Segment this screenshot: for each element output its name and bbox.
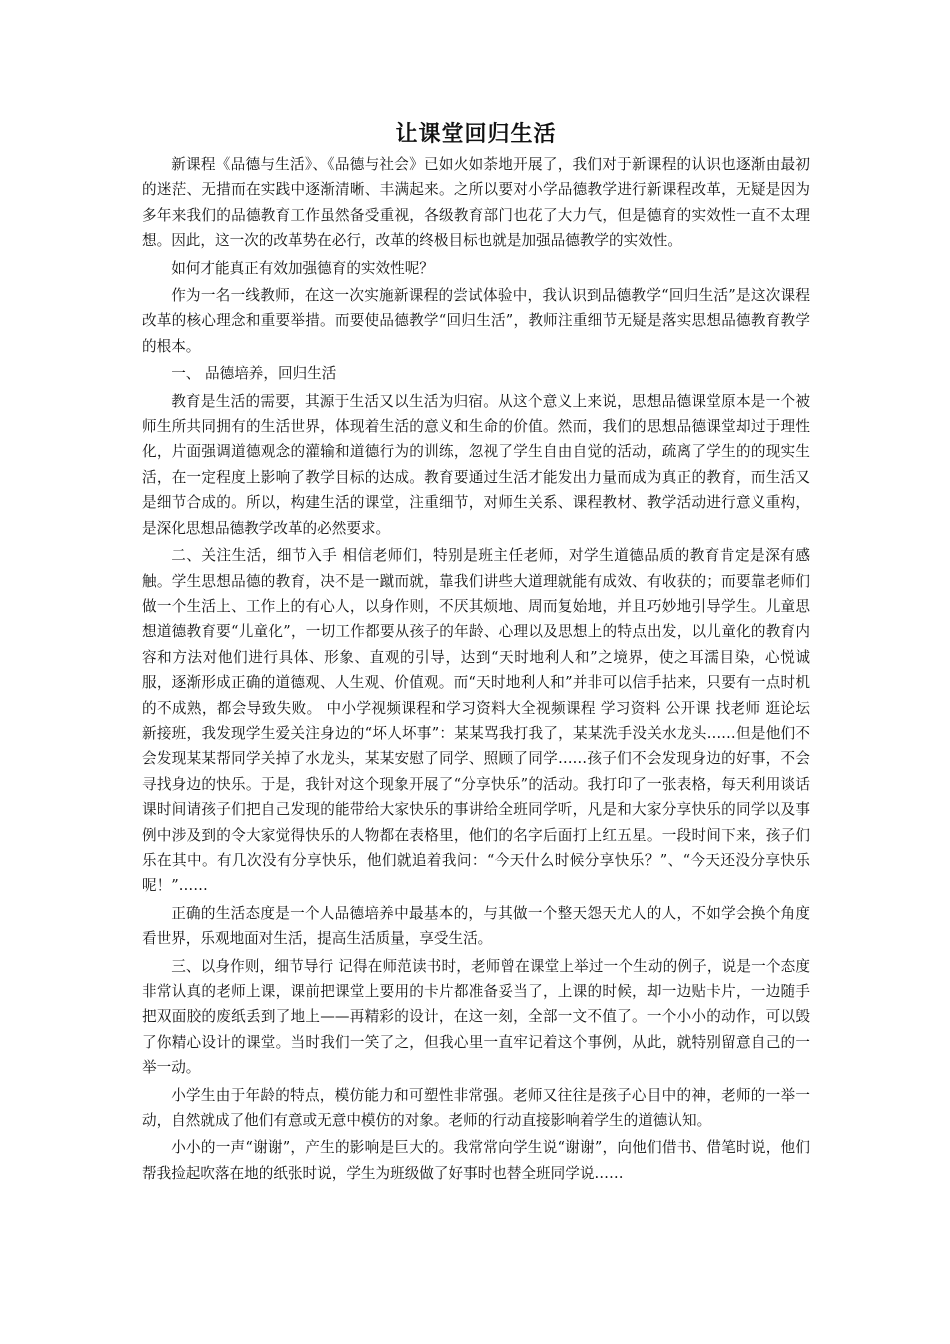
document-title: 让课堂回归生活 bbox=[395, 122, 557, 147]
document-page bbox=[142, 118, 810, 1186]
paragraph-education-life: 教育是生活的需要，其源于生活又以生活为归宿。从这个意义上来说，思想品德课堂原本是一个被师生所共同拥有的生活世界，体现着生活的意义和生命的价值。然而，我们的思想品德课堂却过于理性化，片面强调道德观念的灌输和道德行为的训练，忽视了学生自由自觉的活动，疏离了学生的的现实生活，在一定程度上影响了教学目标的达成。教育要通过生活才能发出力量而成为真正的教育，而生活又是细节合成的。所以，构建生活的课堂，注重细节，对师生关系、课程教材、教学活动进行意义重构，是深化思想品德教学改革的必然要求。 bbox=[142, 392, 810, 537]
paragraph-intro: 新课程《品德与生活》、《品德与社会》已如火如荼地开展了，我们对于新课程的认识也逐渐由最初的迷茫、无措而在实践中逐渐清晰、丰满起来。之所以要对小学品德教学进行新课程改革，无疑是因为多年来我们的品德教育工作虽然备受重视，各级教育部门也花了大力气，但是德育的实效性一直不太理想。因此，这一次的改革势在必行，改革的终极目标也就是加强品德教学的实效性。 bbox=[142, 156, 810, 250]
paragraph-life-attitude: 正确的生活态度是一个人品德培养中最基本的，与其做一个整天怨天尤人的人，不如学会换个角度看世界，乐观地面对生活，提高生活质量，享受生活。 bbox=[142, 904, 810, 948]
section-heading-1: 一、 品德培养，回归生活 bbox=[171, 365, 337, 383]
paragraph-question: 如何才能真正有效加强德育的实效性呢？ bbox=[171, 259, 434, 277]
paragraph-section-3: 三、以身作则，细节导行 记得在师范读书时，老师曾在课堂上举过一个生动的例子，说是一个态度非常认真的老师上课，课前把课堂上要用的卡片都准备妥当了，上课的时候，却一边贴卡片，一边随手把双面胶的废纸丢到了地上——再精彩的设计，在这一刻，全部一文不值了。一个小小的动作，可以毁了你精心设计的课堂。当时我们一笑了之，但我心里一直牢记着这个事例，从此，就特别留意自己的一举一动。 bbox=[142, 957, 810, 1077]
paragraph-thank-you: 小小的一声“谢谢”，产生的影响是巨大的。我常常向学生说“谢谢”，向他们借书、借笔时说，他们帮我捡起吹落在地的纸张时说，学生为班级做了好事时也替全班同学说…… bbox=[142, 1139, 810, 1182]
paragraph-teacher-view: 作为一名一线教师，在这一次实施新课程的尝试体验中，我认识到品德教学“回归生活”是这次课程改革的核心理念和重要举措。而要使品德教学“回归生活”，教师注重细节无疑是落实思想品德教育教学的根本。 bbox=[142, 287, 810, 355]
paragraph-section-2: 二、关注生活，细节入手 相信老师们，特别是班主任老师，对学生道德品质的教育肯定是深有感触。学生思想品德的教育，决不是一蹴而就，靠我们讲些大道理就能有成效、有收获的；而要靠老师们做一个生活上、工作上的有心人，以身作则，不厌其烦地、周而复始地，并且巧妙地引导学生。儿童思想道德教育要“儿童化”，一切工作都要从孩子的年龄、心理以及思想上的特点出发，以儿童化的教育内容和方法对他们进行具体、形象、直观的引导，达到“天时地利人和”之境界，使之耳濡目染，心悦诚服，逐渐形成正确的道德观、人生观、价值观。而“天时地利人和”并非可以信手拈来，只要有一点时机的不成熟，都会导致失败。 中小学视频课程和学习资料大全视频课程 学习资料 公开课 找老师 逛论坛 新接班，我发现学生爱关注身边的“坏人坏事”：某某骂我打我了，某某洗手没关水龙头……但是他们不会发现某某帮同学关掉了水龙头，某某安慰了同学、照顾了同学……孩子们不会发现身边的好事，不会寻找身边的快乐。于是，我针对这个现象开展了“分享快乐”的活动。我打印了一张表格，每天利用谈话课时间请孩子们把自己发现的能带给大家快乐的事讲给全班同学听，凡是和大家分享快乐的同学以及事例中涉及到的令大家觉得快乐的人物都在表格里，他们的名字后面打上红五星。一段时间下来，孩子们乐在其中。有几次没有分享快乐，他们就追着我问：“今天什么时候分享快乐？”、“今天还没分享快乐呢！”…… bbox=[142, 547, 810, 895]
paragraph-imitation: 小学生由于年龄的特点，模仿能力和可塑性非常强。老师又往往是孩子心目中的神，老师的一举一动，自然就成了他们有意或无意中模仿的对象。老师的行动直接影响着学生的道德认知。 bbox=[142, 1086, 810, 1130]
